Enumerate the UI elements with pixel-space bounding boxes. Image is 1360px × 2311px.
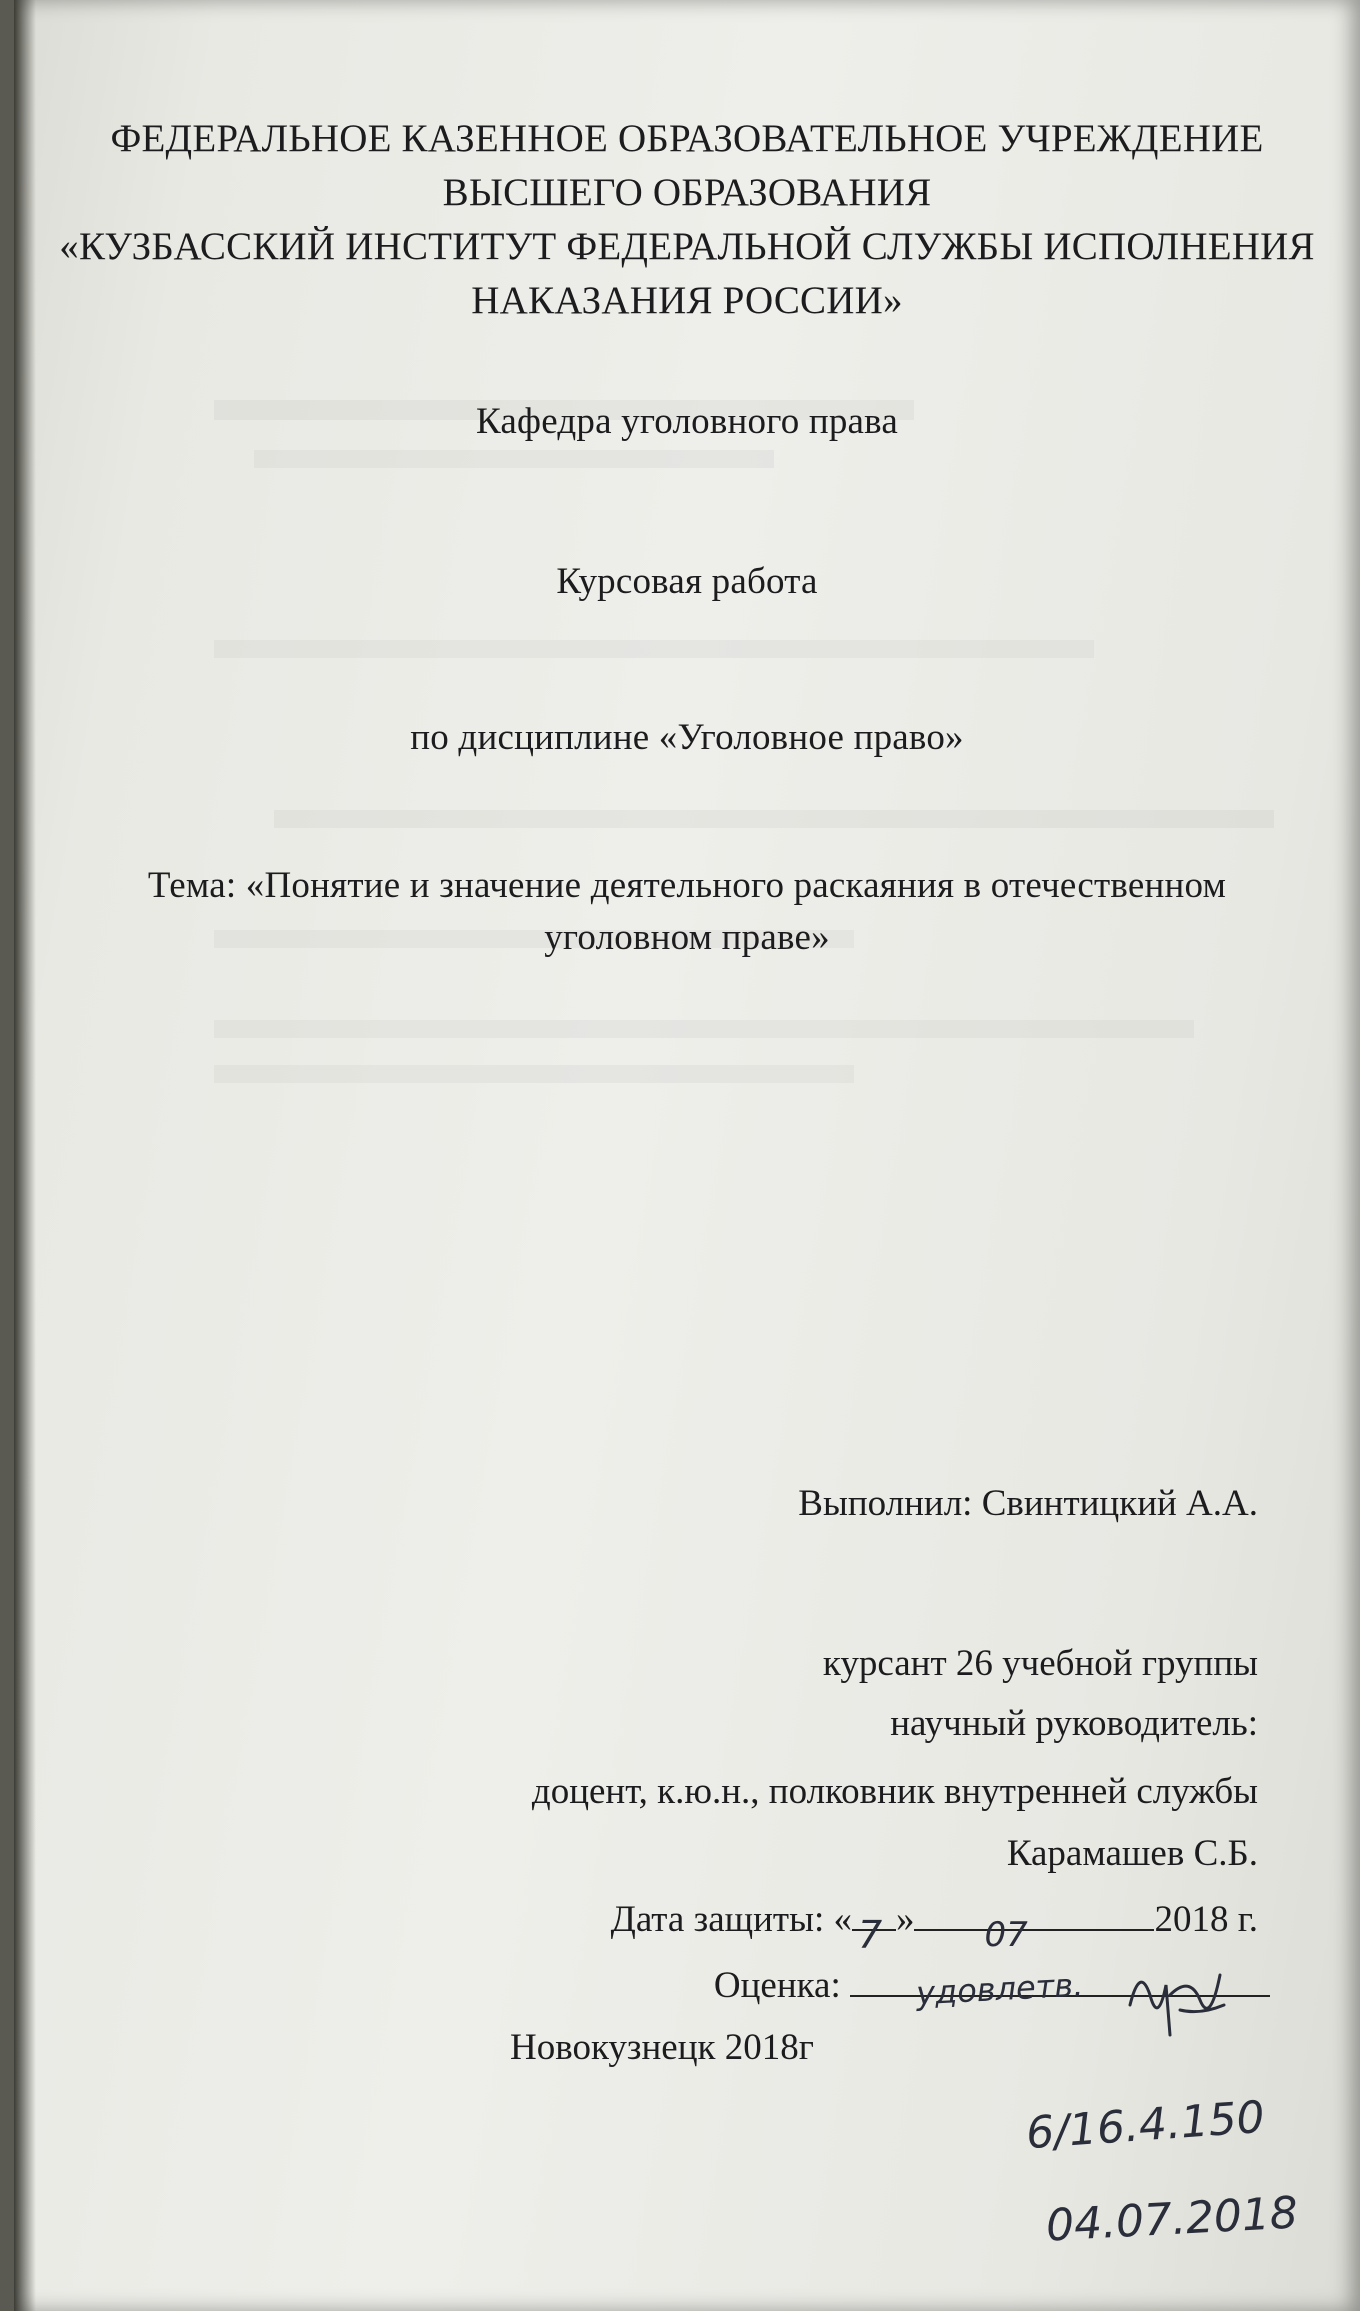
signature-icon: [1120, 1955, 1230, 2045]
topic-line-1: Тема: «Понятие и значение деятельного раскаяния в отечественном: [147, 865, 1227, 906]
grade-handwritten: удовлетв.: [915, 1965, 1085, 2013]
show-through-line: [214, 1065, 854, 1083]
registration-date: 04.07.2018: [1044, 2187, 1300, 2252]
defense-day-blank: [852, 1913, 896, 1957]
document-page: [14, 0, 1360, 2311]
show-through-line: [214, 640, 1094, 658]
author-position: курсант 26 учебной группы: [822, 1643, 1258, 1684]
show-through-line: [274, 810, 1274, 828]
department: Кафедра уголовного права: [476, 401, 898, 442]
supervisor-title: доцент, к.ю.н., полковник внутренней службы: [531, 1771, 1258, 1812]
institution-line-1: ФЕДЕРАЛЬНОЕ КАЗЕННОЕ ОБРАЗОВАТЕЛЬНОЕ УЧРЕЖДЕНИЕ: [110, 117, 1264, 160]
show-through-line: [214, 1020, 1194, 1038]
grade-blank: [850, 1965, 1270, 2013]
page-edge-shadow: [14, 0, 36, 2311]
defense-day-handwritten: 7: [857, 1913, 883, 1957]
defense-date-row: [610, 1896, 1258, 1957]
defense-date-label: Дата защиты: «: [610, 1899, 852, 1940]
document-type: Курсовая работа: [556, 561, 818, 602]
topic-line-2: уголовном праве»: [544, 917, 830, 958]
defense-month-blank: [914, 1915, 1154, 1955]
show-through-line: [254, 450, 774, 468]
institution-line-4: НАКАЗАНИЯ РОССИИ»: [471, 279, 903, 322]
discipline: по дисциплине «Уголовное право»: [410, 717, 964, 758]
registration-number: 6/16.4.150: [1024, 2091, 1267, 2160]
defense-month-handwritten: 07: [984, 1915, 1028, 1955]
performed-by: Выполнил: Свинтицкий А.А.: [798, 1483, 1258, 1524]
supervisor-name: Карамашев С.Б.: [1006, 1833, 1258, 1874]
defense-date-close-quote: »: [895, 1899, 915, 1940]
city-year: Новокузнецк 2018г: [510, 2027, 814, 2068]
institution-line-3: «КУЗБАССКИЙ ИНСТИТУТ ФЕДЕРАЛЬНОЙ СЛУЖБЫ ИСПОЛНЕНИЯ: [59, 225, 1315, 268]
defense-year: 2018 г.: [1154, 1899, 1258, 1940]
grade-label: Оценка:: [713, 1965, 841, 2006]
institution-line-2: ВЫСШЕГО ОБРАЗОВАНИЯ: [442, 171, 932, 214]
supervisor-label: научный руководитель:: [890, 1703, 1258, 1744]
grade-row: [713, 1962, 1270, 2013]
